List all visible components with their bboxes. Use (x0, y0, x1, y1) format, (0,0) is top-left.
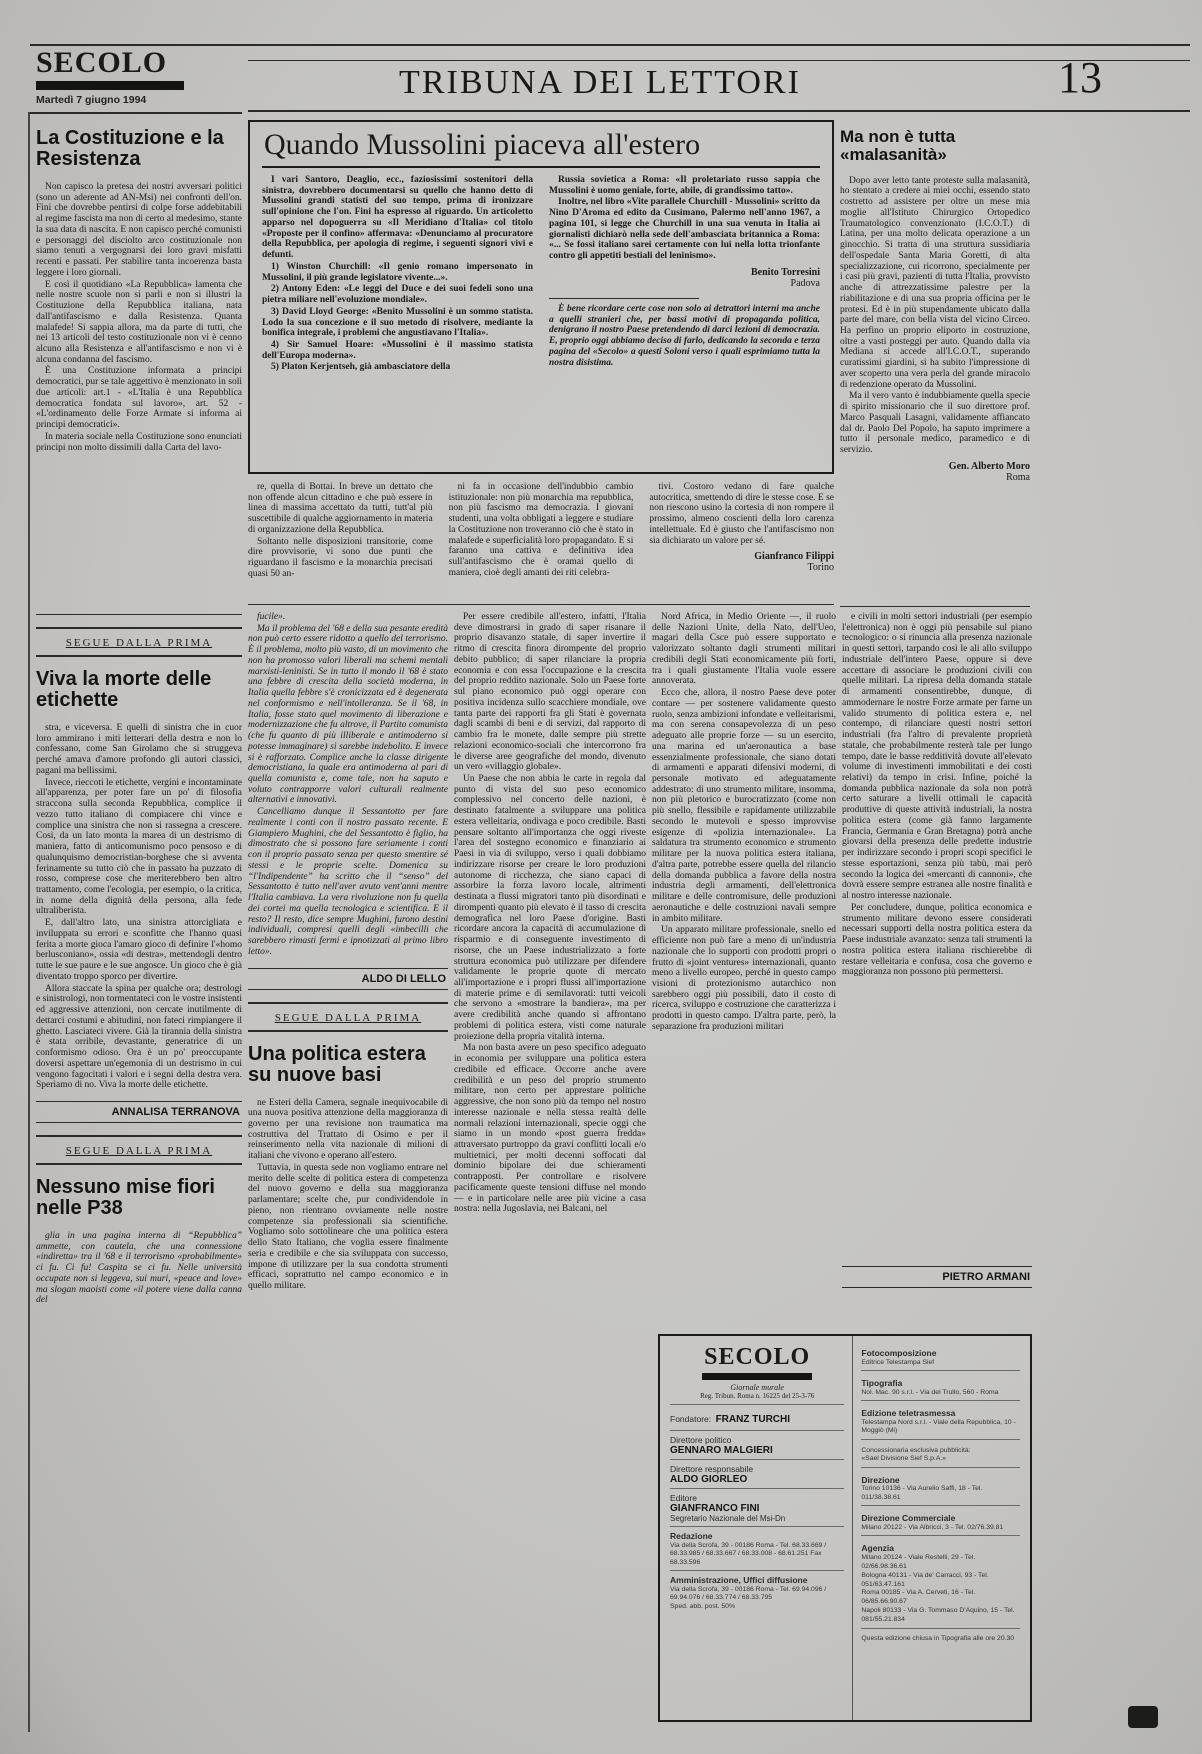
colophon-box (658, 1334, 1032, 1722)
paragraph: stra, e viceversa. E quelli di sinistra che in cuor loro ammirano i miti letterari della destra e non lo confessano, come San Girolamo che si struggeva perché amava d'amore profondo gli autori classici, pagani ma bellissimi. (36, 723, 242, 776)
paragraph: glia in una pagina interna di “Repubblica” ammette, con cautela, che una connessione «indiretta» tra il '68 e il terrorismo «probabilmente» ci fu. Ci fu! Caspita se ci fu. Nelle università occupate non si leggeva, sui muri, «peace and love» ma slogan maoisti come «il potere viene dalla canna del (36, 1230, 242, 1306)
article-politica-col-c (652, 612, 836, 1033)
tipografia-label: Tipografia (861, 1378, 903, 1389)
article-costituzione-continuation (248, 482, 834, 600)
article-mussolini-col1 (262, 175, 533, 374)
paragraph: Ma il vero vanto è indubbiamente quella specie di spirito missionario che il suo direttore prof. Marco Pasquali Lasagni, validamente affiancato dal dr. Paolo Del Popolo, ha saputo imprimere a tutto il personale medico, paramedico e di servizio. (840, 391, 1030, 456)
section-rule-bottom (248, 110, 1190, 112)
colophon-subtitle: Giornale murale (730, 1383, 784, 1392)
publisher-extra: Segretario Nazionale del Msi-Dn (670, 1514, 786, 1523)
paragraph: Un Paese che non abbia le carte in regola dal punto di vista del suo peso economico complessivo nel concerto delle nazioni, è destinato fatalmente a sviluppare una politica estera velleitaria, ondivaga e poco credibile. Basti pensare soltanto all'importanza che oggi riveste l'area del sostegno economico e finanziario ai Paesi in via di sviluppo, verso i quali dobbiamo indirizzare risorse per creare le loro produzioni autonome di ricchezza, che siano capaci di assorbire la forza lavoro locale, altrimenti destinata a flussi migratori tanto più disordinati e dirompenti quanto più elevato è il tasso di crescita demografica nel loro Paese d'origine. Basti ricordare ancora la capacità di accumulazione di risparmio e di conseguente investimento di risorse, che un Paese industrializzato a forte struttura economica può utilizzare per difendere validamente le proprie quote di mercato all'importazione e i propri flussi all'importazione di materie prime e di semilavorati: tutti veicoli che servono a «mostrare la bandiera», ma per avere credibilità anche quando si affrontano problemi di politica estera, visti come naturale proiezione della propria vitalità interna. (454, 774, 646, 1042)
lower-column-4 (652, 612, 836, 1324)
top-rule (30, 44, 1190, 46)
article-p38-continuation (248, 612, 448, 958)
costituzione-cont-col3 (649, 482, 834, 600)
paragraph: 5) Platon Kerjentseh, già ambasciatore della (271, 362, 451, 373)
paragraph: E così il quotidiano «La Repubblica» lamenta che nelle nostre scuole non si parli e non si illustri la Costituzione della Repubblica italiana, nata dall'antifascismo e dalla Resistenza. Quanta malafede! Si sappia allora, ma da parte di tutti, che nei 13 articoli del testo costituzionale non vi è cenno alcuno alla Resistenza e all'antifascismo e non vi è alcuna condanna del fascismo. (36, 279, 242, 365)
colophon-founder (670, 1404, 844, 1430)
colophon-edizione (861, 1404, 1020, 1440)
costituzione-cont-col2 (449, 482, 634, 600)
paragraph: Allora staccate la spina per qualche ora; destrologi e sinistrologi, non tormentateci con le vostre insistenti ed aggressive attenzioni, non cercate inutilmente di dettarci costumi e abitudini, non fateci rimpiangere il ghetto. Lasciateci vivere. Già la tirannia della sinistra è stata orribile, devastante, generatrice di un conformismo odioso. Ora è un po' preoccupante doversi aspettare un'egemonia di un destrismo in cui vengono fagocitati i valori e i segni della destra vera. Speriamo di no. Viva la morte delle etichette. (36, 983, 242, 1091)
article-malasanita-body (840, 176, 1030, 456)
paragraph: È bene ricordare certe cose non solo ai detrattori interni ma anche a quelli stranieri che, per bassi motivi di propaganda politica, denigrano il nostro Paese pretendendo di darci lezioni di democrazia. E, proprio oggi abbiamo deciso di farlo, dedicando la seconda e terza pagina del «Secolo» a questi Soloni verso i quali esprimiamo tutta la nostra disistima. (549, 303, 820, 368)
founder-label: Fondatore: (670, 1414, 712, 1424)
masthead (36, 48, 240, 106)
paragraph: Inoltre, nel libro «Vite parallele Churchill - Mussolini» scritto da Nino D'Aroma ed edito da Cusimano, Palermo nell'anno 1967, a pagina 101, si legge che Churchill in una sua venuta in Italia ai giornalisti dichiarò nella sede dell'ambasciata britannica a Roma: «... Se fossi italiano sarei certamente con lui nella lotta trionfante contro gli appetiti bestiali del leninismo». (549, 197, 820, 262)
paragraph: Invece, rieccoti le etichette, vergini e incontaminate all'apparenza, per poter fare un po' di filosofia straccona sulla seconda Repubblica, complice il vezzo tutto italiano di compiacere chi vince e complice una sinistra che non si rassegna a crescere. Così, da un lato monta la marea di un destrismo di maniera, fatto di anticomunismo poco pensoso e di qualunquismo democristian-borghese che si avventa ferinamente su tutto ciò che in passato ha puzzato di rosso, comprese cose che meriterebbero ben altro trattamento, come l'ecologia, per esempio, o la critica, in nome della dignità della persona, alla fede ultraliberista. (36, 777, 242, 917)
colophon-publisher (670, 1488, 844, 1526)
lower-column-2 (248, 612, 448, 1734)
letter-signature (549, 267, 820, 289)
direzione-value: Torino 10136 - Via Aurelio Saffi, 18 - Tel. 011/38.38.61 (861, 1485, 983, 1501)
paragraph: Per concludere, dunque, politica economica e strumento militare devono essere considerati necessari supporti della nostra politica estera da Paese industriale avanzato: senza tali strumenti la nostra politica estera italiana rischierebbe di restare velleitaria e confusa, cosa che governo e maggioranza non possono più permettersi. (842, 902, 1032, 978)
paragraph: Per essere credibile all'estero, infatti, l'Italia deve dimostrarsi in grado di saper risanare il proprio disavanzo statale, di saper invertire il ritmo di crescita finora dirompente del proprio debito pubblico; di saper rilanciare la propria economia e con essa l'occupazione e la crescita del proprio reddito nazionale. Solo un Paese forte sul piano economico può oggi operare con positiva incidenza sullo scacchiere mondiale, ove tanta parte dei rapporti fra gli Stati è governata dagli scambi di beni e di servizi, dal rapporto di cambio fra le monete, dalle sempre più strette relazioni economico-sociali che intercorrono fra le diverse aree geografiche del mondo, divenuto un vero «villaggio globale». (454, 612, 646, 773)
agenzie-label: Agenzia (861, 1543, 894, 1554)
article-politica-col-a (248, 1098, 448, 1292)
responsible-director-label: Direttore responsabile (670, 1464, 754, 1474)
article-costituzione-title: La Costituzione e la Resistenza (36, 127, 224, 170)
article-malasanita (840, 118, 1030, 604)
fotocomposizione-value: Editrice Telestampa Sief (861, 1358, 935, 1366)
signature-name: Gen. Alberto Moro (948, 460, 1030, 472)
paragraph: È una Costituzione informata a principi democratici, pur se tale aggettivo è menzionato in soli due articoli: art.1 - «L'Italia è una Repubblica democratica fondata sul lavoro», art. 52 - «L'ordinamento delle Forze Armate si informa ai principi democratici». (36, 366, 242, 431)
article-mussolini-box (248, 120, 834, 474)
kicker-segue-1 (36, 627, 242, 657)
byline-terranova: ANNALISA TERRANOVA (36, 1101, 242, 1123)
colophon-logo: SECOLO (704, 1344, 811, 1370)
paragraph: e civili in molti settori industriali (per esempio l'elettronica) non è oggi più pensabile sul piano tecnologico: o si rinuncia alla presenza nazionale in questi settori, tarpando così le ali allo sviluppo industriale dell'intero Paese, oppure si deve accettare di associare le produzioni civili con quelle militari. La ripresa della domanda statale di armamenti consentirebbe, dunque, di ammodernare le nostre Forze armate per farne un valido strumento di politica estera e, nel contempo, di rilanciare questi nostri settori industriali (fra l'altro di prevalente proprietà statale, che probabilmente resterà tale per lungo tempo, date le basse redditività dovute all'elevato volume di investimenti immobilitati e dei costi relativi) da tempo in crisi. Infine, poiché la domanda pubblica nazionale da sola non potrà certo saturare a livelli ottimali le capacità produttive di queste attività industriali, la nostra politica estera (come già fanno largamente Francia, Germania e Gran Bretagna) potrà anche giovarsi della presenza delle predette industrie per indirizzare secondo i propri scopi specifici le stesse esportazioni, senza più tabù, mai però secondo la logica dei «mercanti di cannoni», che dovrà essere sempre estranea alle nostre finalità e al nostro interesse nazionale. (842, 612, 1032, 902)
colophon-responsible-director (670, 1459, 844, 1488)
issue-date: Martedì 7 giugno 1994 (36, 94, 147, 106)
colophon-direzione (861, 1471, 1020, 1507)
article-etichette-body (36, 723, 242, 1091)
colophon-direzione-commerciale (861, 1509, 1020, 1536)
paragraph: 4) Sir Samuel Hoare: «Mussolini è il massimo statista dell'Europa moderna». (262, 340, 533, 361)
section-rule-top (248, 60, 1190, 61)
paragraph: Un apparato militare professionale, snello ed efficiente non può fare a meno di un'industria nazionale che lo supporti con prodotti propri o frutto di «joint ventures» internazionali, quanto meno a livello europeo, perché in questo campo visioni di protezionismo autarchico non sarebbero oggi più possibili, dato il costo di ricerca, sviluppo e costruzione che caratterizza i prodotti in questo campo. D'altra parte, però, la separazione fra produzioni militari (652, 925, 836, 1032)
costituzione-cont-col1 (248, 482, 433, 600)
kicker-segue-3 (248, 1002, 448, 1032)
column-divider (36, 614, 242, 615)
agenzie-list (861, 1554, 1020, 1625)
article-mussolini-columns (262, 175, 820, 374)
paragraph: Milano 20124 - Viale Restelli, 29 - Tel. 02/66.98.36.61 (861, 1554, 976, 1570)
paragraph: Tuttavia, in questa sede non vogliamo entrare nel merito delle scelte di politica estera di competenza del nuovo governo e della sua maggioranza parlamentare; scelte che, pur condividendole in pieno, non rientrano ovviamente nelle nostre competenze sia professionali sia scientifiche. Vogliamo solo sottolineare che una politica estera dello Stato Italiano, che voglia essere finalmente seria e credibile e che sia sviluppata con successo, impone di utilizzare per la sua condotta strumenti efficaci, soprattutto nel campo economico e in quello militare. (248, 1162, 448, 1291)
edizione-value: Telestampa Nord s.r.l. - Viale della Repubblica, 10 - Moggiò (Mi) (861, 1418, 1016, 1435)
amministrazione-label: Amministrazione, Uffici diffusione (670, 1575, 808, 1586)
political-director-name: GENNARO MALGIERI (670, 1445, 773, 1456)
kicker-label: SEGUE DALLA PRIMA (65, 637, 213, 649)
byline-armani: PIETRO ARMANI (842, 1266, 1032, 1288)
concessionaria-value: «Sael Divisione Sief S.p.A.» (861, 1455, 947, 1463)
edizione-label: Edizione teletrasmessa (861, 1408, 956, 1419)
colophon-amministrazione (670, 1570, 844, 1614)
colophon-closing: Questa edizione chiusa in Tipografia alle ore 20.30 (861, 1634, 1015, 1642)
fotocomposizione-label: Fotocomposizione (861, 1348, 937, 1358)
paragraph: I vari Santoro, Deaglio, ecc., faziosissimi sostenitori della sinistra, dovrebbero documentarsi su quello che hanno detto di Mussolini grandi statisti del suo tempo, prima di ironizzare sull'opinione che l'on. Fini ha espresso al riguardo. Un articoletto apparso nel dopoguerra su «Il Meridiano d'Italia» col titolo «Proposte per il confino» affermava: «Denunciamo al procuratore della Repubblica, per apologia di regime, i seguenti signori vivi e defunti. (262, 175, 533, 261)
paragraph: Cancelliamo dunque il Sessantotto per fare realmente i conti con il nostro passato recente. E Giampiero Mughini, che del Sessantotto è figlio, ha dimostrato che si possono fare seriamente i conti con il proprio passato senza per questo smentire sé stessi e le proprie scelte. Domenica su “l'Indipendente” ha scritto che il “senso” del Sessantotto è tutto nell'aver avuto vent'anni mentre l'Italia cambiava. La vera rivoluzione non fu quella dei cortei ma quella tecnologica e scientifica. E il resto? Il resto, dice sempre Mughini, furono destini individuali, compresi quelli degli «imbecilli che sarebbero rimasti fermi e ipnotizzati al primo libro letto». (248, 807, 448, 957)
colophon-agenzie (861, 1539, 1020, 1628)
paragraph: ni fa in occasione dell'indubbio cambio istituzionale: non più monarchia ma repubblica, non più fascismo ma democrazia. I giovani studenti, una volta obbligati a leggere e studiare la Costituzione non troveranno ciò che è stato in malafede e superficialità loro propagandato. E si faranno una cattiva e definitiva idea sull'antifascismo che è oramai quello di maniera, cioè degli amanti dei riti celebra- (448, 482, 634, 578)
page-number: 13 (1058, 53, 1102, 102)
redazione-label: Redazione (670, 1531, 713, 1541)
direzione-commerciale-label: Direzione Commerciale (861, 1513, 956, 1524)
colophon-logo-bar (702, 1373, 812, 1380)
costituzione-cont-col3-body (649, 482, 834, 546)
kicker-label: SEGUE DALLA PRIMA (274, 1011, 422, 1024)
article-costituzione-body (36, 182, 242, 453)
colophon-fotocomposizione (861, 1344, 1020, 1371)
paragraph: 1) Winston Churchill: «Il genio romano impersonato in Mussolini, il più grande legislatore vivente...». (262, 261, 533, 283)
paragraph: E, dall'altro lato, una sinistra attorcigliata e inviluppata su errori e sconfitte che l'hanno quasi ferita a morte gioca l'amaro gioco di definire l'«homo berlusconiano», ossia «di destra», mettendogli dentro tutte le sue paure e le sue angosce. Un gioco che è già diventato troppo sporco per divertire. (36, 918, 242, 982)
publisher-label: Editore (670, 1493, 697, 1503)
section-title: TRIBUNA DEI LETTORI (399, 64, 801, 101)
tipografia-value: Nol. Mac. 90 s.r.l. - Via del Trullo, 560 - Roma (861, 1388, 999, 1396)
lower-column-5 (842, 612, 1032, 1264)
byline-dilello: ALDO DI LELLO (248, 968, 448, 990)
kicker-segue-2 (36, 1135, 242, 1165)
colophon-redazione (670, 1526, 844, 1570)
paragraph: re, quella di Bottai. In breve un dettato che non offende alcun cittadino e che può essere in linea di massima accettato da tutti, tutt'al più suscettibile di qualche aggiornamento in materia di organizzazione della Repubblica. (248, 482, 433, 535)
signature-name: Gianfranco Filippi (754, 551, 834, 563)
paragraph: fucile». (257, 612, 286, 622)
paragraph: 3) David Lloyd George: «Benito Mussolini è un sommo statista. Lodo la sua concezione e il suo metodo di risolvere, mediante la bonifica integrale, i problemi che angustiavano l'Italia». (262, 306, 533, 339)
article-politica-col-d (842, 612, 1032, 978)
direzione-commerciale-value: Milano 20122 - Via Albricci, 3 - Tel. 02/76.39.81 (861, 1524, 1004, 1531)
paragraph: Dopo aver letto tante proteste sulla malasanità, ho stentato a credere ai miei occhi, essendo stato costretto ad assistere per oltre un mese mia moglie all'Istituto Chirurgico Ortopedico Traumatologico convenzionato (I.C.O.T.) di Latina, per una molto delicata operazione a un ginocchio. Si tratta di una struttura sussidiaria dell'ospedale Santa Maria Goretti, di alta specializzazione, cui ricorrono, specialmente per i casi più gravi, pazienti di tutta l'Italia, provvisto anche di attrezzatissime palestre per la riabilitazione e di una sua propria officina per le protesi. Ed è in più stupendamente ubicato dalla parte del mare, con bella vista del vicino Circeo. Ha perfino un proprio eliporto in costruzione, oltre a vasti posteggi per auto. Quando dalla via Mediana si accede all'I.C.O.T., superando curatissimi giardini, si ha subito l'impressione di aver scoperto una vera perla del grande miracolo di redenzione operato da Mussolini. (840, 175, 1030, 390)
paragraph: 2) Antony Eden: «Le leggi del Duce e dei suoi fedeli sono una pietra miliare nell'evoluzione mondiale». (262, 284, 533, 306)
colophon-registration: Reg. Tribun. Roma n. 16225 del 25-3-76 (700, 1392, 815, 1400)
amministrazione-address: Via della Scrofa, 39 - 00186 Roma - Tel. 69.94.096 / 69.94.076 / 68.33.774 / 68.33.795 (670, 1585, 827, 1602)
paragraph: Roma 00185 - Via A. Cerveti, 16 - Tel. 06/85.66.90.67 (861, 1589, 976, 1606)
logo-bar (36, 81, 184, 90)
editor-note (549, 304, 820, 368)
paragraph: ne Esteri della Camera, segnale inequivocabile di una nuova positiva attenzione della maggioranza di governo per una revisione non traumatica ma costruttiva del Trattato di Osimo e per il reinserimento nella vita nazionale di milioni di italiani che vivono e operano all'estero. (248, 1097, 448, 1162)
colophon-left (660, 1336, 852, 1720)
letter-signature (840, 461, 1030, 483)
direzione-label: Direzione (861, 1474, 900, 1485)
paragraph: Ecco che, allora, il nostro Paese deve poter contare — per sostenere validamente questo ruolo, senza ambizioni infondate e velleitarismi, ma con serena consapevolezza di un peso adeguato alle proprie forze — su un esercito, una marina ed un'aeronautica a base essenzialmente professionale, che siano dotati di armamenti e apparati difensivi moderni, di personale motivato ed adeguatamente addestrato: di uno strumento militare, insomma, non più pletorico e burocratizzato (come non più snello, flessibile e rapidamente utilizzabile secondo le mutevoli e spesso improvvise esigenze di «polizia internazionale». La saldatura tra strumento economico e strumento militare per la nuova politica estera italiana, d'altra parte, potrebbe essere quella del rilancio della domanda pubblica a favore della nostra industria degli armamenti, dell'elettronica militare e delle contromisure, delle produzioni aeronautiche e delle costruzioni navali sempre in ambito militare. (652, 688, 836, 924)
responsible-director-name: ALDO GIORLEO (670, 1474, 748, 1485)
spedizione-note: Sped. abb. post. 50% (670, 1602, 735, 1610)
signature-city: Torino (807, 562, 834, 574)
political-director-label: Direttore politico (670, 1435, 732, 1445)
masthead-rule (30, 112, 242, 114)
colophon-right (852, 1336, 1030, 1720)
signature-city: Padova (790, 277, 820, 289)
middle-divider-rule (248, 604, 834, 605)
article-mussolini-col2 (549, 175, 820, 374)
paragraph: Soltanto nelle disposizioni transitorie, come dire provvisorie, vi sono due punti che riguardano il fascismo e la monarchia precisati quasi 50 an- (248, 536, 433, 579)
article-mussolini-title: Quando Mussolini piaceva all'estero (262, 126, 820, 168)
article-mussolini-col2-body (549, 175, 820, 262)
paragraph: Russia sovietica a Roma: «Il proletariato russo sappia che Mussolini è uomo geniale, forte, abile, di grandissimo tatto». (549, 175, 820, 196)
editor-note-rule (549, 298, 699, 299)
colophon-political-director (670, 1430, 844, 1459)
newspaper-logo: SECOLO (36, 46, 168, 79)
founder-name: FRANZ TURCHI (715, 1414, 791, 1425)
article-politica-col-b (454, 612, 646, 1215)
lower-column-3 (454, 612, 646, 1734)
colophon-tipografia (861, 1374, 1020, 1401)
paragraph: tivi. Costoro vedano di fare qualche autocritica, smettendo di dire le stesse cose. E se non riescono usino la cortesia di non rompere il prossimo, almeno coscienti della loro carenza intellettuale. Ed è giusto che l'antifascismo non sia dichiarato un valore per sé. (649, 482, 834, 546)
article-malasanita-title: Ma non è tutta «malasanità» (840, 127, 956, 164)
publisher-name: GIANFRANCO FINI (670, 1503, 760, 1514)
printer-mark-logo (1128, 1706, 1158, 1728)
paragraph: In materia sociale nella Costituzione sono enunciati principi non molto dissimili dalla Carta del lavo- (36, 431, 242, 453)
letter-signature (649, 551, 834, 573)
article-p38-body (36, 1231, 242, 1306)
kicker-label: SEGUE DALLA PRIMA (65, 1144, 213, 1157)
paragraph: Ma il problema del '68 e della sua pesante eredità non può certo essere ridotto a quello del terrorismo. È il problema, molto più vasto, di un movimento che non ha promosso valori liberali ma schemi mentali marxisti-leninisti. Se in tutto il mondo il '68 è stato una febbre di crescita della società moderna, in Italia quella febbre s'è cronicizzata ed è degenerata nel conformismo e nell'intolleranza. Se il '68, in Italia, fosse stato quel movimento di liberazione e modernizzazione che fu altrove, il Partito comunista (che fu quanto di più illiberale e antimoderno si potesse immaginare) si sarebbe indebolito. E invece si è rafforzato. Complice anche la classe dirigente democristiana, la quale era antimoderna al pari di quella comunista e, come tale, non ha saputo e voluto contrapporre valori culturali realmente alternativi e innovativi. (248, 623, 448, 806)
signature-city: Roma (1006, 471, 1030, 483)
paragraph: Bologna 40131 - Via de' Carracci, 93 - Tel. 051/63.47.161 (861, 1571, 989, 1588)
article-etichette-title: Viva la morte delle etichette (36, 668, 212, 711)
paragraph: Nord Africa, in Medio Oriente —, il ruolo delle Nazioni Unite, della Nato, dell'Ueo, magari della Csce può essere supportato e valorizzato soltanto dagli strumenti militari credibili degli Stati economicamente più forti, tra i quali giustamente l'Italia vuole essere annoverata. (652, 612, 836, 687)
byline-armani-wrap (842, 1266, 1032, 1296)
paragraph: Ma non basta avere un peso specifico adeguato in economia per sviluppare una politica estera credibile ed efficace. Occorre anche avere credibilità e un peso del proprio strumento militare, non certo per apprestare politiche aggressive, che non sono più da tempo nel nostro interesse nazionale e nella stessa realtà delle normali relazioni internazionali, specie oggi che siamo in un mondo «post guerra fredda» attraversato purtroppo da gravi conflitti locali e/o multietnici, per molti decenni soffocati dal dominio bipolare dei due schieramenti contrapposti. Per controllare e risolvere pacificamente queste tensioni diffuse nel mondo — e in particolare nelle aree più vicine a casa nostra: nella Jugoslavia, nei Balcani, nel (454, 1043, 646, 1215)
colophon-concessionaria (861, 1443, 1020, 1468)
article-costituzione (36, 118, 242, 602)
paragraph: Napoli 80133 - Via G. Tommaso D'Aquino, 15 - Tel. 081/55.21.834 (861, 1607, 1015, 1623)
lower-column-1 (36, 606, 242, 1734)
signature-name: Benito Torresini (751, 266, 820, 278)
scan-edge-line (28, 112, 30, 1732)
article-politica-title: Una politica estera su nuove basi (248, 1042, 426, 1086)
paragraph: Non capisco la pretesa dei nostri avversari politici (sono un aderente ad AN-Msi) nei confronti dell'on. Fini che dovrebbe pentirsi di colpe forse addebitabili al regime fascista ma non di certo al medesimo, stante la sua data di nascita. E non capisco perché comunisti e personaggi del disciolto arco costituzionale non siamo tenuti a vergognarsi dei loro gravi misfatti recenti e passati. Per stabilire tanta incoerenza basta leggere i loro giornali. (36, 182, 242, 278)
redazione-address: Via della Scrofa, 39 - 00186 Roma - Tel. 68.33.669 / 68.33.985 / 68.33.667 / 68.33.008 - 68.61.251 Fax 68.33.596 (670, 1541, 827, 1566)
right-divider-rule (840, 606, 1030, 607)
article-p38-title: Nessuno mise fiori nelle P38 (36, 1175, 215, 1219)
concessionaria-label: Concessionaria esclusiva pubblicità: (861, 1446, 971, 1454)
